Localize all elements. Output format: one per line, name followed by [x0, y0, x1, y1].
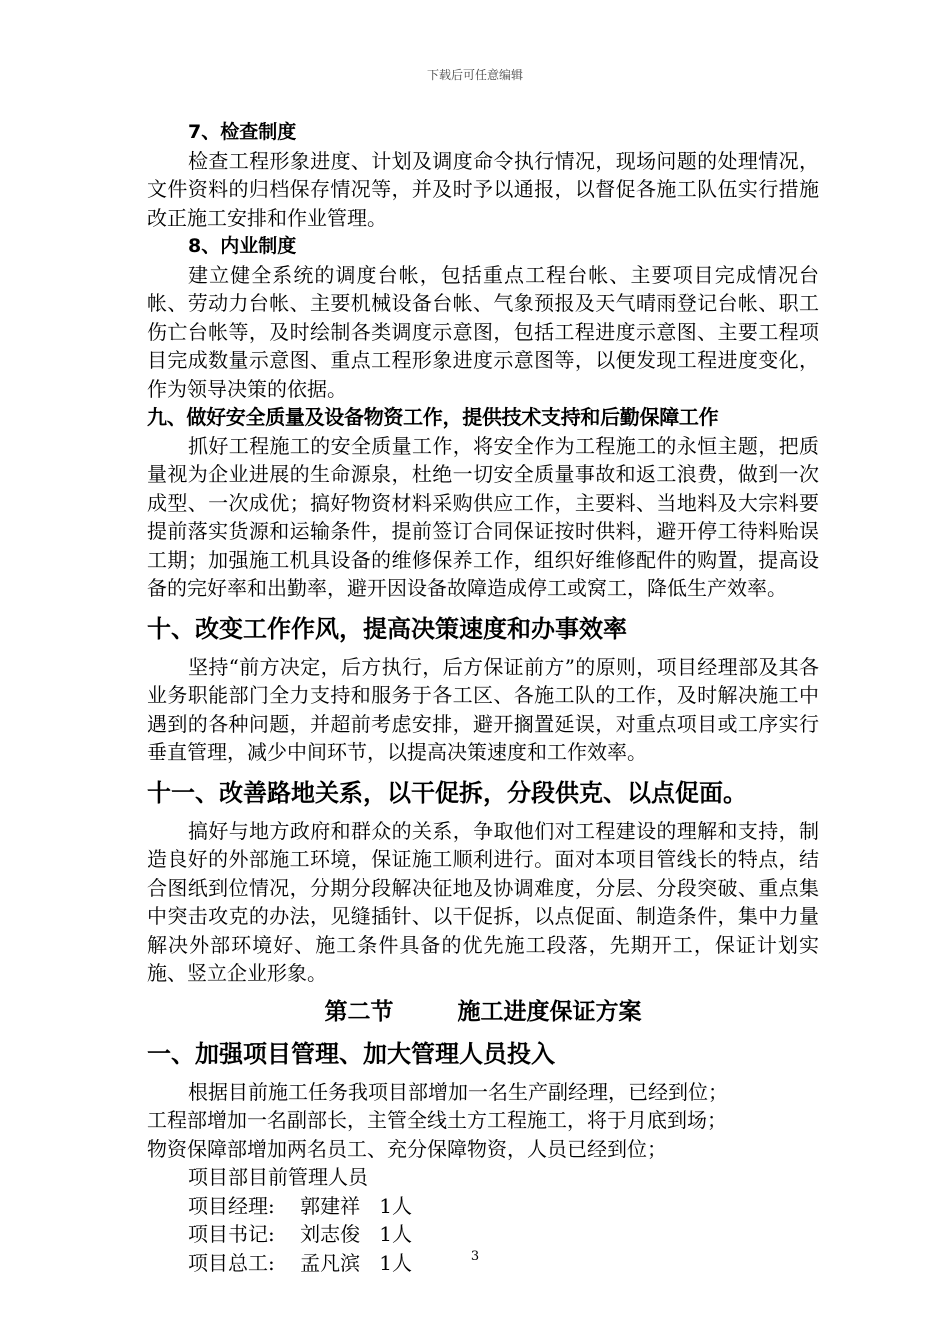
paragraph-one-line2: 工程部增加一名副部长，主管全线土方工程施工，将于月底到场； [147, 1108, 727, 1132]
heading-eleven: 十一、改善路地关系，以干促拆，分段供克、以点促面。 [147, 778, 747, 807]
paragraph-internal: 建立健全系统的调度台帐，包括重点工程台帐、主要项目完成情况台帐、劳动力台帐、主要机械设备台帐、气象预报及天气晴雨登记台帐、职工伤亡台帐等，及时绘制各类调度示意图，包括工程进度示意图、主要工程项目完成数量示意图、重点工程形象进度示意图等，以便发现工程进度变化，作为领导决策的依据。 [147, 262, 819, 401]
heading-nine: 九、做好安全质量及设备物资工作，提供技术支持和后勤保障工作 [147, 405, 719, 429]
paragraph-one-line1: 根据目前施工任务我项目部增加一名生产副经理，已经到位； [188, 1079, 728, 1104]
paragraph-one-line3: 物资保障部增加两名员工、充分保障物资，人员已经到位； [147, 1136, 667, 1161]
heading-ten: 十、改变工作作风，提高决策速度和办事效率 [147, 614, 627, 643]
staff-row: 项目经理: 郭建祥 1人 [188, 1193, 412, 1218]
heading-one: 一、加强项目管理、加大管理人员投入 [147, 1039, 555, 1068]
page-header: 下载后可任意编辑 [426, 68, 523, 82]
staff-row: 项目总工: 孟凡滨 1人 [188, 1250, 412, 1275]
subsection-title-inspection: 7、检查制度 [188, 121, 297, 143]
paragraph-nine: 抓好工程施工的安全质量工作，将安全作为工程施工的永恒主题，把质量视为企业进展的生命源泉，杜绝一切安全质量事故和返工浪费，做到一次成型、一次成优；搞好物资材料采购供应工作，主要料、当地料及大宗料要提前落实货源和运输条件，提前签订合同保证按时供料，避开停工待料贻误工期；加强施工机具设备的维修保养工作，组织好维修配件的购置，提高设备的完好率和出勤率，避开因设备故障造成停工或窝工，降低生产效率。 [147, 433, 819, 600]
paragraph-eleven: 搞好与地方政府和群众的关系，争取他们对工程建设的理解和支持，制造良好的外部施工环境，保证施工顺利进行。面对本项目管线长的特点，结合图纸到位情况，分期分段解决征地及协调难度，分层、分段突破、重点集中突击攻克的办法，见缝插针、以干促拆，以点促面、制造条件，集中力量解决外部环境好、施工条件具备的优先施工段落，先期开工，保证计划实施、竖立企业形象。 [147, 818, 819, 985]
paragraph-ten: 坚持“前方决定，后方执行，后方保证前方”的原则，项目经理部及其各业务职能部门全力支持和服务于各工区、各施工队的工作，及时解决施工中遇到的各种问题，并超前考虑安排，避开搁置延误，对重点项目或工序实行垂直管理，减少中间环节，以提高决策速度和工作效率。 [147, 654, 819, 764]
subsection-title-internal: 8、内业制度 [188, 235, 297, 257]
staff-list-title: 项目部目前管理人员 [188, 1165, 368, 1189]
section-title: 第二节 施工进度保证方案 [324, 998, 642, 1025]
document-body [147, 118, 819, 1277]
paragraph-inspection: 检查工程形象进度、计划及调度命令执行情况，现场问题的处理情况，文件资料的归档保存情况等，并及时予以通报，以督促各施工队伍实行措施改正施工安排和作业管理。 [147, 148, 819, 230]
staff-row: 项目书记: 刘志俊 1人 [188, 1222, 412, 1246]
page-number: 3 [470, 1249, 480, 1264]
